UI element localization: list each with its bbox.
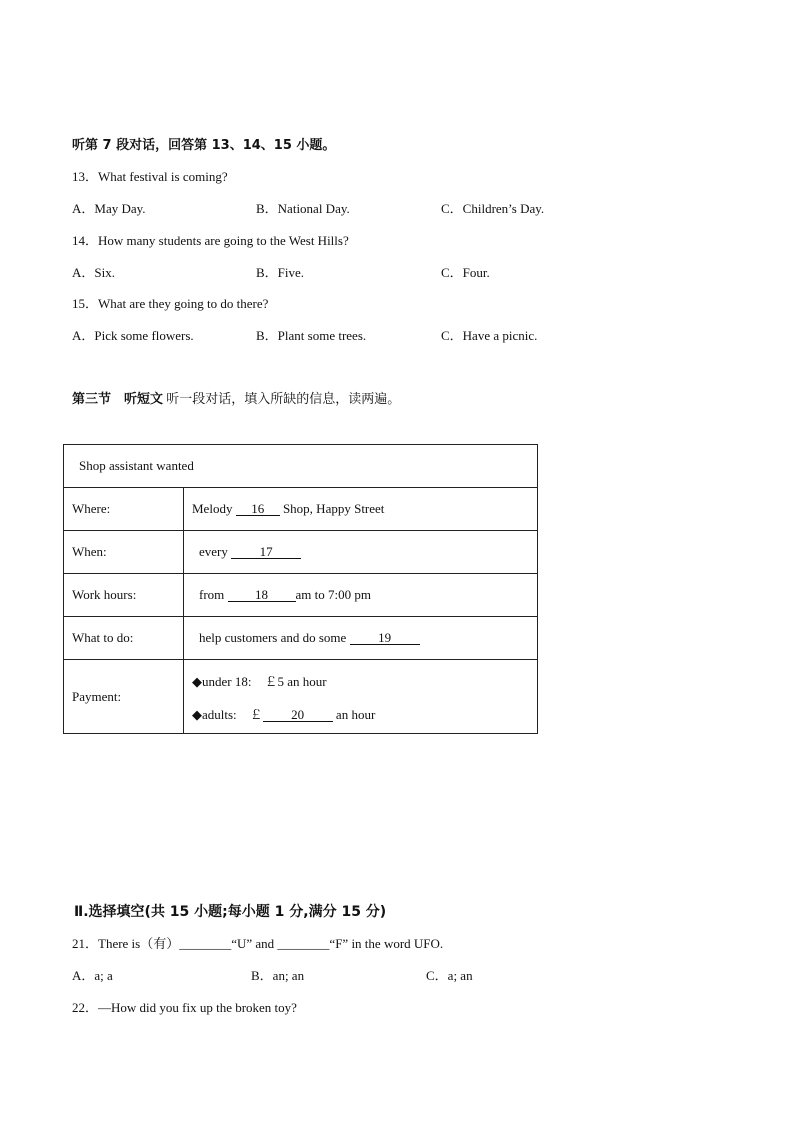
payment-adults bbox=[192, 704, 529, 723]
blank-17[interactable]: 17 bbox=[231, 545, 301, 559]
hours-label: Work hours: bbox=[64, 574, 184, 617]
question-14-option-a: A．Six. bbox=[72, 265, 115, 280]
question-22-stem: 22．—How did you fix up the broken toy? bbox=[72, 1000, 297, 1015]
payment-adults-pre: ◆adults: ￡ bbox=[192, 706, 263, 722]
section-3-title: 第三节 听短文 bbox=[72, 392, 164, 407]
where-pre: Melody bbox=[192, 501, 236, 516]
question-13-option-a: A．May Day. bbox=[72, 201, 146, 216]
question-21-option-c: C．a; an bbox=[426, 968, 473, 983]
table-row-hours bbox=[64, 574, 538, 617]
table-row-todo bbox=[64, 617, 538, 660]
info-table bbox=[63, 444, 538, 734]
question-15-option-b: B．Plant some trees. bbox=[256, 328, 367, 343]
todo-value bbox=[184, 617, 538, 660]
blank-18[interactable]: 18 bbox=[228, 588, 296, 602]
payment-under-18: ◆under 18: ￡5 an hour bbox=[192, 673, 327, 689]
blank-19[interactable]: 19 bbox=[350, 631, 420, 645]
question-14-stem: 14．How many students are going to the West Hills? bbox=[72, 233, 349, 248]
where-post: Shop, Happy Street bbox=[279, 501, 385, 516]
question-15-option-c: C．Have a picnic. bbox=[441, 328, 538, 343]
when-value bbox=[184, 531, 538, 574]
where-label: Where: bbox=[64, 488, 184, 531]
blank-20[interactable]: 20 bbox=[263, 708, 333, 722]
todo-label: What to do: bbox=[64, 617, 184, 660]
payment-adults-post: an hour bbox=[332, 706, 376, 722]
question-21-option-a: A．a; a bbox=[72, 968, 113, 983]
section-3-instruction: 听一段对话，填入所缺的信息，读两遍。 bbox=[166, 392, 401, 407]
hours-pre: from bbox=[199, 587, 228, 602]
question-14-option-c: C．Four. bbox=[441, 265, 490, 280]
todo-pre: help customers and do some bbox=[199, 630, 350, 645]
question-15-option-a: A．Pick some flowers. bbox=[72, 328, 194, 343]
section-7-header: 听第 7 段对话，回答第 13、14、15 小题。 bbox=[72, 138, 336, 153]
question-21-stem: 21．There is（有）________“U” and ________“F” in the word UFO. bbox=[72, 936, 444, 951]
where-value bbox=[184, 488, 538, 531]
when-label: When: bbox=[64, 531, 184, 574]
question-21-option-b: B．an; an bbox=[251, 968, 305, 983]
table-row-payment bbox=[64, 660, 538, 734]
table-heading-row bbox=[64, 445, 538, 488]
section-3-header bbox=[72, 388, 400, 407]
blank-16[interactable]: 16 bbox=[236, 502, 280, 516]
question-13-option-c: C．Children’s Day. bbox=[441, 201, 545, 216]
payment-value bbox=[184, 660, 538, 734]
part-2-header: Ⅱ.选择填空(共 15 小题;每小题 1 分,满分 15 分) bbox=[74, 904, 387, 920]
question-13-stem: 13．What festival is coming? bbox=[72, 169, 228, 184]
payment-label: Payment: bbox=[64, 660, 184, 734]
hours-post: am to 7:00 pm bbox=[295, 587, 371, 602]
table-row-where bbox=[64, 488, 538, 531]
question-13-option-b: B．National Day. bbox=[256, 201, 350, 216]
when-pre: every bbox=[199, 544, 232, 559]
question-15-stem: 15．What are they going to do there? bbox=[72, 296, 269, 311]
table-row-when bbox=[64, 531, 538, 574]
table-heading: Shop assistant wanted bbox=[64, 445, 538, 488]
hours-value bbox=[184, 574, 538, 617]
question-14-option-b: B．Five. bbox=[256, 265, 305, 280]
